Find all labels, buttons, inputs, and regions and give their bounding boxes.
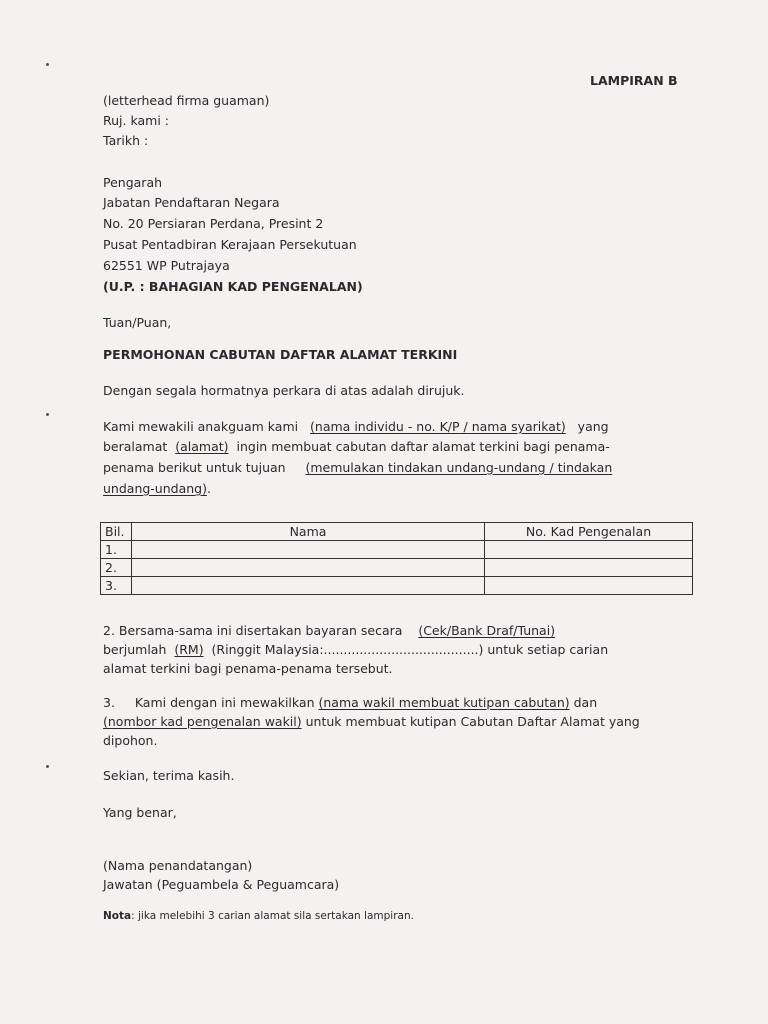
table-row <box>101 577 693 595</box>
ic-number-cell <box>485 577 693 595</box>
representative-ic-field: (nombor kad pengenalan wakil) <box>103 714 302 729</box>
attention-line: (U.P. : BAHAGIAN KAD PENGENALAN) <box>103 279 363 294</box>
row-number-cell: 3. <box>101 577 132 595</box>
salutation: Tuan/Puan, <box>103 315 172 330</box>
subject-heading: PERMOHONAN CABUTAN DAFTAR ALAMAT TERKINI <box>103 347 458 362</box>
paragraph-line: dipohon. <box>103 733 158 748</box>
appendix-label: LAMPIRAN B <box>590 73 678 88</box>
recipient-line: No. 20 Persiaran Perdana, Presint 2 <box>103 216 324 231</box>
scan-speck <box>46 413 49 416</box>
paragraph-line: (nombor kad pengenalan wakil) untuk membuat kutipan Cabutan Daftar Alamat yang <box>103 714 640 729</box>
footnote-label: Nota <box>103 910 132 922</box>
paragraph-line: 2. Bersama-sama ini disertakan bayaran secara (Cek/Bank Draf/Tunai) <box>103 623 556 638</box>
purpose-field-cont: undang-undang) <box>103 481 207 496</box>
header-cell: Bil. <box>101 523 132 541</box>
client-name-field: (nama individu - no. K/P / nama syarikat) <box>310 419 566 434</box>
recipient-line: Pengarah <box>103 175 163 190</box>
names-table <box>100 522 693 595</box>
amount-field: (RM) <box>174 642 204 657</box>
signatory-position: Jawatan (Peguambela & Peguamcara) <box>103 877 340 892</box>
closing-thanks: Sekian, terima kasih. <box>103 768 235 783</box>
signatory-name: (Nama penandatangan) <box>103 858 253 873</box>
paragraph-line: 3. Kami dengan ini mewakilkan (nama wakil membuat kutipan cabutan) dan <box>103 695 598 710</box>
scan-speck <box>46 63 49 66</box>
row-number-cell: 1. <box>101 541 132 559</box>
paragraph-line: undang-undang). <box>103 481 211 496</box>
name-cell <box>132 541 485 559</box>
name-cell <box>132 577 485 595</box>
recipient-line: Jabatan Pendaftaran Negara <box>103 195 280 210</box>
table-row <box>101 559 693 577</box>
ic-number-cell <box>485 559 693 577</box>
scan-speck <box>46 765 49 768</box>
reference-line: Ruj. kami : <box>103 113 169 128</box>
letterhead-placeholder: (letterhead firma guaman) <box>103 93 270 108</box>
table-row <box>101 541 693 559</box>
paragraph-line: berjumlah (RM) (Ringgit Malaysia:.......................................) untuk setiap carian <box>103 642 609 657</box>
payment-method-field: (Cek/Bank Draf/Tunai) <box>418 623 556 638</box>
recipient-line: Pusat Pentadbiran Kerajaan Persekutuan <box>103 237 357 252</box>
header-cell: Nama <box>132 523 485 541</box>
purpose-field: (memulakan tindakan undang-undang / tindakan <box>305 460 613 475</box>
recipient-line: 62551 WP Putrajaya <box>103 258 230 273</box>
table-header-row <box>101 523 693 541</box>
closing-yours: Yang benar, <box>103 805 177 820</box>
name-cell <box>132 559 485 577</box>
address-field: (alamat) <box>175 439 229 454</box>
paragraph-line: alamat terkini bagi penama-penama tersebut. <box>103 661 393 676</box>
date-line: Tarikh : <box>103 133 149 148</box>
representative-name-field: (nama wakil membuat kutipan cabutan) <box>318 695 570 710</box>
ic-number-cell <box>485 541 693 559</box>
paragraph-line: Kami mewakili anakguam kami (nama individu - no. K/P / nama syarikat) yang <box>103 419 609 434</box>
footnote: Nota: jika melebihi 3 carian alamat sila sertakan lampiran. <box>103 910 414 922</box>
header-cell: No. Kad Pengenalan <box>485 523 693 541</box>
intro-paragraph: Dengan segala hormatnya perkara di atas adalah dirujuk. <box>103 383 465 398</box>
row-number-cell: 2. <box>101 559 132 577</box>
paragraph-line: penama berikut untuk tujuan (memulakan tindakan undang-undang / tindakan <box>103 460 613 475</box>
paragraph-line: beralamat (alamat) ingin membuat cabutan daftar alamat terkini bagi penama- <box>103 439 610 454</box>
